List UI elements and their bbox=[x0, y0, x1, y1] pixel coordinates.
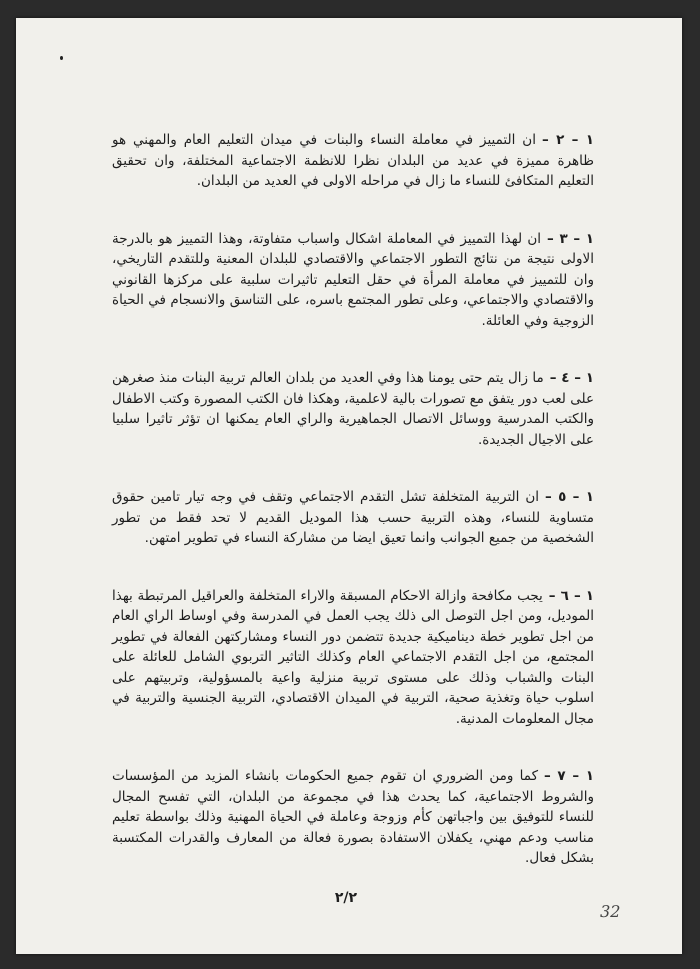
paragraph-text: كما ومن الضروري ان تقوم جميع الحكومات بانشاء المزيد من المؤسسات والشروط الاجتماعية، كما يحدث هذا في مجموعة من البلدان، التي تفسح المجال للنساء للتوفيق بين واجباتهن كأم وزوجة وعاملة في الحياة المهنية وذلك بواسطة تعليم مناسب ودعم مهني، يكفلان الاستفادة بصورة فعالة من المعارف والقدرات المكتسبة بشكل فعال. bbox=[112, 768, 594, 866]
paragraph-text: ان لهذا التمييز في المعاملة اشكال واسباب متفاوتة، وهذا التمييز هو بالدرجة الاولى نتيجة من نتائج التطور الاجتماعي والاقتصادي للبلدان المعنية وللتقدم التاريخي، وان للتمييز في معاملة المرأة في حقل التعليم تاثيرات سلبية على مركزها القانوني والاقتصادي والاجتماعي، وعلى تطور المجتمع باسره، على التناسق والانسجام في الحياة الزوجية وفي العائلة. bbox=[112, 230, 594, 329]
paragraph-1-3 bbox=[112, 229, 594, 332]
paragraph-number: ١ – ٧ – bbox=[544, 768, 594, 784]
document-body bbox=[112, 130, 594, 906]
paragraph-number: ١ – ٥ – bbox=[545, 489, 595, 505]
paragraph-text: ان التمييز في معاملة النساء والبنات في ميدان التعليم العام والمهني هو ظاهرة مميزة في عديد من البلدان نظرا للانظمة الاجتماعية المختلفة، وان تحقيق التعليم المتكافئ للنساء ما زال في مراحله الاولى في العديد من البلدان. bbox=[112, 132, 594, 189]
paragraph-number: ١ – ٦ – bbox=[548, 587, 595, 604]
paragraph-text: ما زال يتم حتى يومنا هذا وفي العديد من بلدان العالم تربية البنات منذ صغرهن على لعب دور يتفق مع تصورات بالية لاعلمية، وهكذا فان الكتب المصورة وكتب الاطفال والكتب المدرسية ووسائل الاتصال الجماهيرية والراي العام يمكنها ان تؤثر تاثيرا سلبيا على الاجيال الجديدة. bbox=[112, 370, 594, 448]
paragraph-1-4 bbox=[112, 368, 594, 450]
paragraph-1-7 bbox=[112, 766, 594, 869]
page-number: ٢/٢ bbox=[334, 890, 358, 906]
document-page bbox=[16, 18, 682, 954]
paragraph-1-5 bbox=[112, 487, 594, 549]
paragraph-number: ١ – ٤ – bbox=[549, 370, 595, 386]
paragraph-number: ١ – ٢ – bbox=[541, 132, 594, 148]
handwritten-page-stamp: 32 bbox=[597, 902, 623, 921]
paragraph-1-2 bbox=[112, 130, 594, 192]
paragraph-text: ان التربية المتخلفة تشل التقدم الاجتماعي وتقف في وجه تيار تامين حقوق متساوية للنساء، وهذه التربية حسب هذا الموديل القديم لا تحد فقط من تطور الشخصية من جميع الجوانب وانما تعيق ايضا من مشاركة النساء في تطوير امتهن. bbox=[112, 489, 594, 546]
paragraph-text: يجب مكافحة وازالة الاحكام المسبقة والاراء المتخلفة والعراقيل المرتبطة بهذا الموديل، ومن اجل التوصل الى ذلك يجب العمل في المدرسة وفي اوساط الراي العام من اجل تطوير خطة ديناميكية جديدة تتضمن دور النساء ومشاركتهن الفعالة في تطوير المجتمع، من اجل التقدم الاجتماعي العام وكذلك التاثير التربوي الشامل للعائلة على البنات والشباب وذلك على مستوى تربية منزلية واعية بالمسؤولية، وتربيتهم على اسلوب حياة وتغذية صحية، التربية في الميدان الاقتصادي، التربية الجنسية والتربية في مجال المعلومات المدنية. bbox=[112, 587, 594, 727]
ink-speck bbox=[60, 56, 63, 60]
paragraph-number: ١ – ٣ – bbox=[547, 230, 595, 247]
paragraph-1-6 bbox=[112, 586, 594, 730]
